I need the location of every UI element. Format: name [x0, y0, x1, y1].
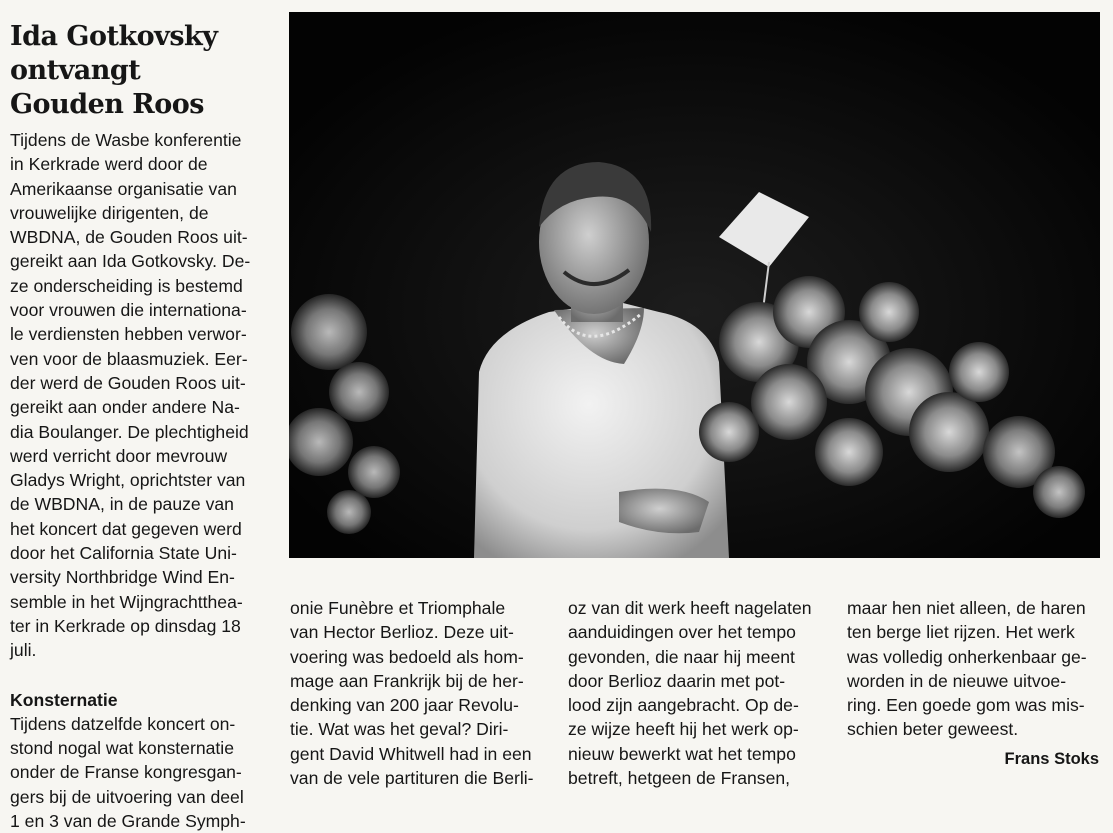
text-line: gereikt aan Ida Gotkovsky. De-: [10, 251, 251, 272]
text-line: door Berlioz daarin met pot-: [568, 670, 786, 691]
text-line: voor vrouwen die internationa-: [10, 300, 247, 321]
body-column-1: [10, 128, 250, 833]
text-line: der werd de Gouden Roos uit-: [10, 372, 246, 393]
text-line: worden in de nieuwe uitvoe-: [847, 670, 1067, 691]
text-line: dia Boulanger. De plechtigheid: [10, 421, 249, 442]
text-line: lood zijn aangebracht. Op de-: [568, 695, 799, 716]
text-line: Tijdens datzelfde koncert on-: [10, 713, 236, 734]
text-line: aanduidingen over het tempo: [568, 622, 796, 643]
headline-line-3: Gouden Roos: [10, 89, 204, 120]
text-line: maar hen niet alleen, de haren: [847, 598, 1086, 618]
author-byline: Frans Stoks: [1004, 750, 1099, 768]
text-line: ter in Kerkrade op dinsdag 18: [10, 615, 241, 636]
text-line: stond nogal wat konsternatie: [10, 738, 234, 759]
headline-line-1: Ida Gotkovsky: [10, 21, 218, 52]
text-line: le verdiensten hebben verwor-: [10, 324, 247, 345]
text-line: tie. Wat was het geval? Diri-: [290, 719, 509, 740]
text-line: WBDNA, de Gouden Roos uit-: [10, 227, 248, 248]
body-column-3: [568, 596, 812, 790]
text-line: onie Funèbre et Triomphale: [290, 598, 506, 618]
text-line: ze onderscheiding is bestemd: [10, 275, 243, 296]
text-line: werd verricht door mevrouw: [10, 445, 228, 466]
text-line: van Hector Berlioz. Deze uit-: [290, 622, 514, 643]
body-column-4: [847, 596, 1087, 742]
section-subheading: Konsternatie: [10, 689, 118, 710]
text-line: door het California State Uni-: [10, 543, 237, 564]
text-line: ze wijze heeft hij het werk op-: [568, 719, 799, 740]
text-line: ven voor de blaasmuziek. Eer-: [10, 348, 248, 369]
text-line: versity Northbridge Wind En-: [10, 567, 235, 588]
text-line: gers bij de uitvoering van deel: [10, 786, 244, 807]
text-line: was volledig onherkenbaar ge-: [847, 646, 1087, 667]
text-line: oz van dit werk heeft nagelaten: [568, 598, 812, 618]
text-line: ten berge liet rijzen. Het werk: [847, 622, 1075, 643]
text-line: in Kerkrade werd door de: [10, 154, 208, 175]
text-line: nieuw bewerkt wat het tempo: [568, 743, 796, 764]
article-photo: [289, 12, 1100, 558]
text-line: voering was bedoeld als hom-: [290, 646, 524, 667]
text-line: Tijdens de Wasbe konferentie: [10, 130, 242, 150]
text-line: het koncert dat gegeven werd: [10, 518, 242, 539]
text-line: betreft, hetgeen de Fransen,: [568, 768, 791, 789]
text-line: gereikt aan onder andere Na-: [10, 397, 240, 418]
text-line: juli.: [10, 640, 37, 661]
text-line: vrouwelijke dirigenten, de: [10, 202, 209, 223]
text-line: Gladys Wright, oprichtster van: [10, 470, 246, 491]
text-line: Amerikaanse organisatie van: [10, 178, 237, 199]
text-line: onder de Franse kongresgan-: [10, 762, 242, 783]
text-line: 1 en 3 van de Grande Symph-: [10, 811, 246, 832]
text-line: mage aan Frankrijk bij de her-: [290, 670, 524, 691]
article-headline: [10, 20, 270, 122]
text-line: semble in het Wijngrachttheа-: [10, 591, 243, 612]
photo-woman-with-bouquet: [289, 12, 1100, 558]
text-line: schien beter geweest.: [847, 719, 1019, 740]
headline-line-2: ontvangt: [10, 55, 141, 86]
text-line: de WBDNA, in de pauze van: [10, 494, 234, 515]
body-column-2: [290, 596, 534, 790]
text-line: gent David Whitwell had in een: [290, 743, 532, 764]
text-line: ring. Een goede gom was mis-: [847, 695, 1085, 716]
text-line: denking van 200 jaar Revolu-: [290, 695, 519, 716]
text-line: van de vele partituren die Berli-: [290, 768, 534, 789]
text-line: gevonden, die naar hij meent: [568, 646, 795, 667]
